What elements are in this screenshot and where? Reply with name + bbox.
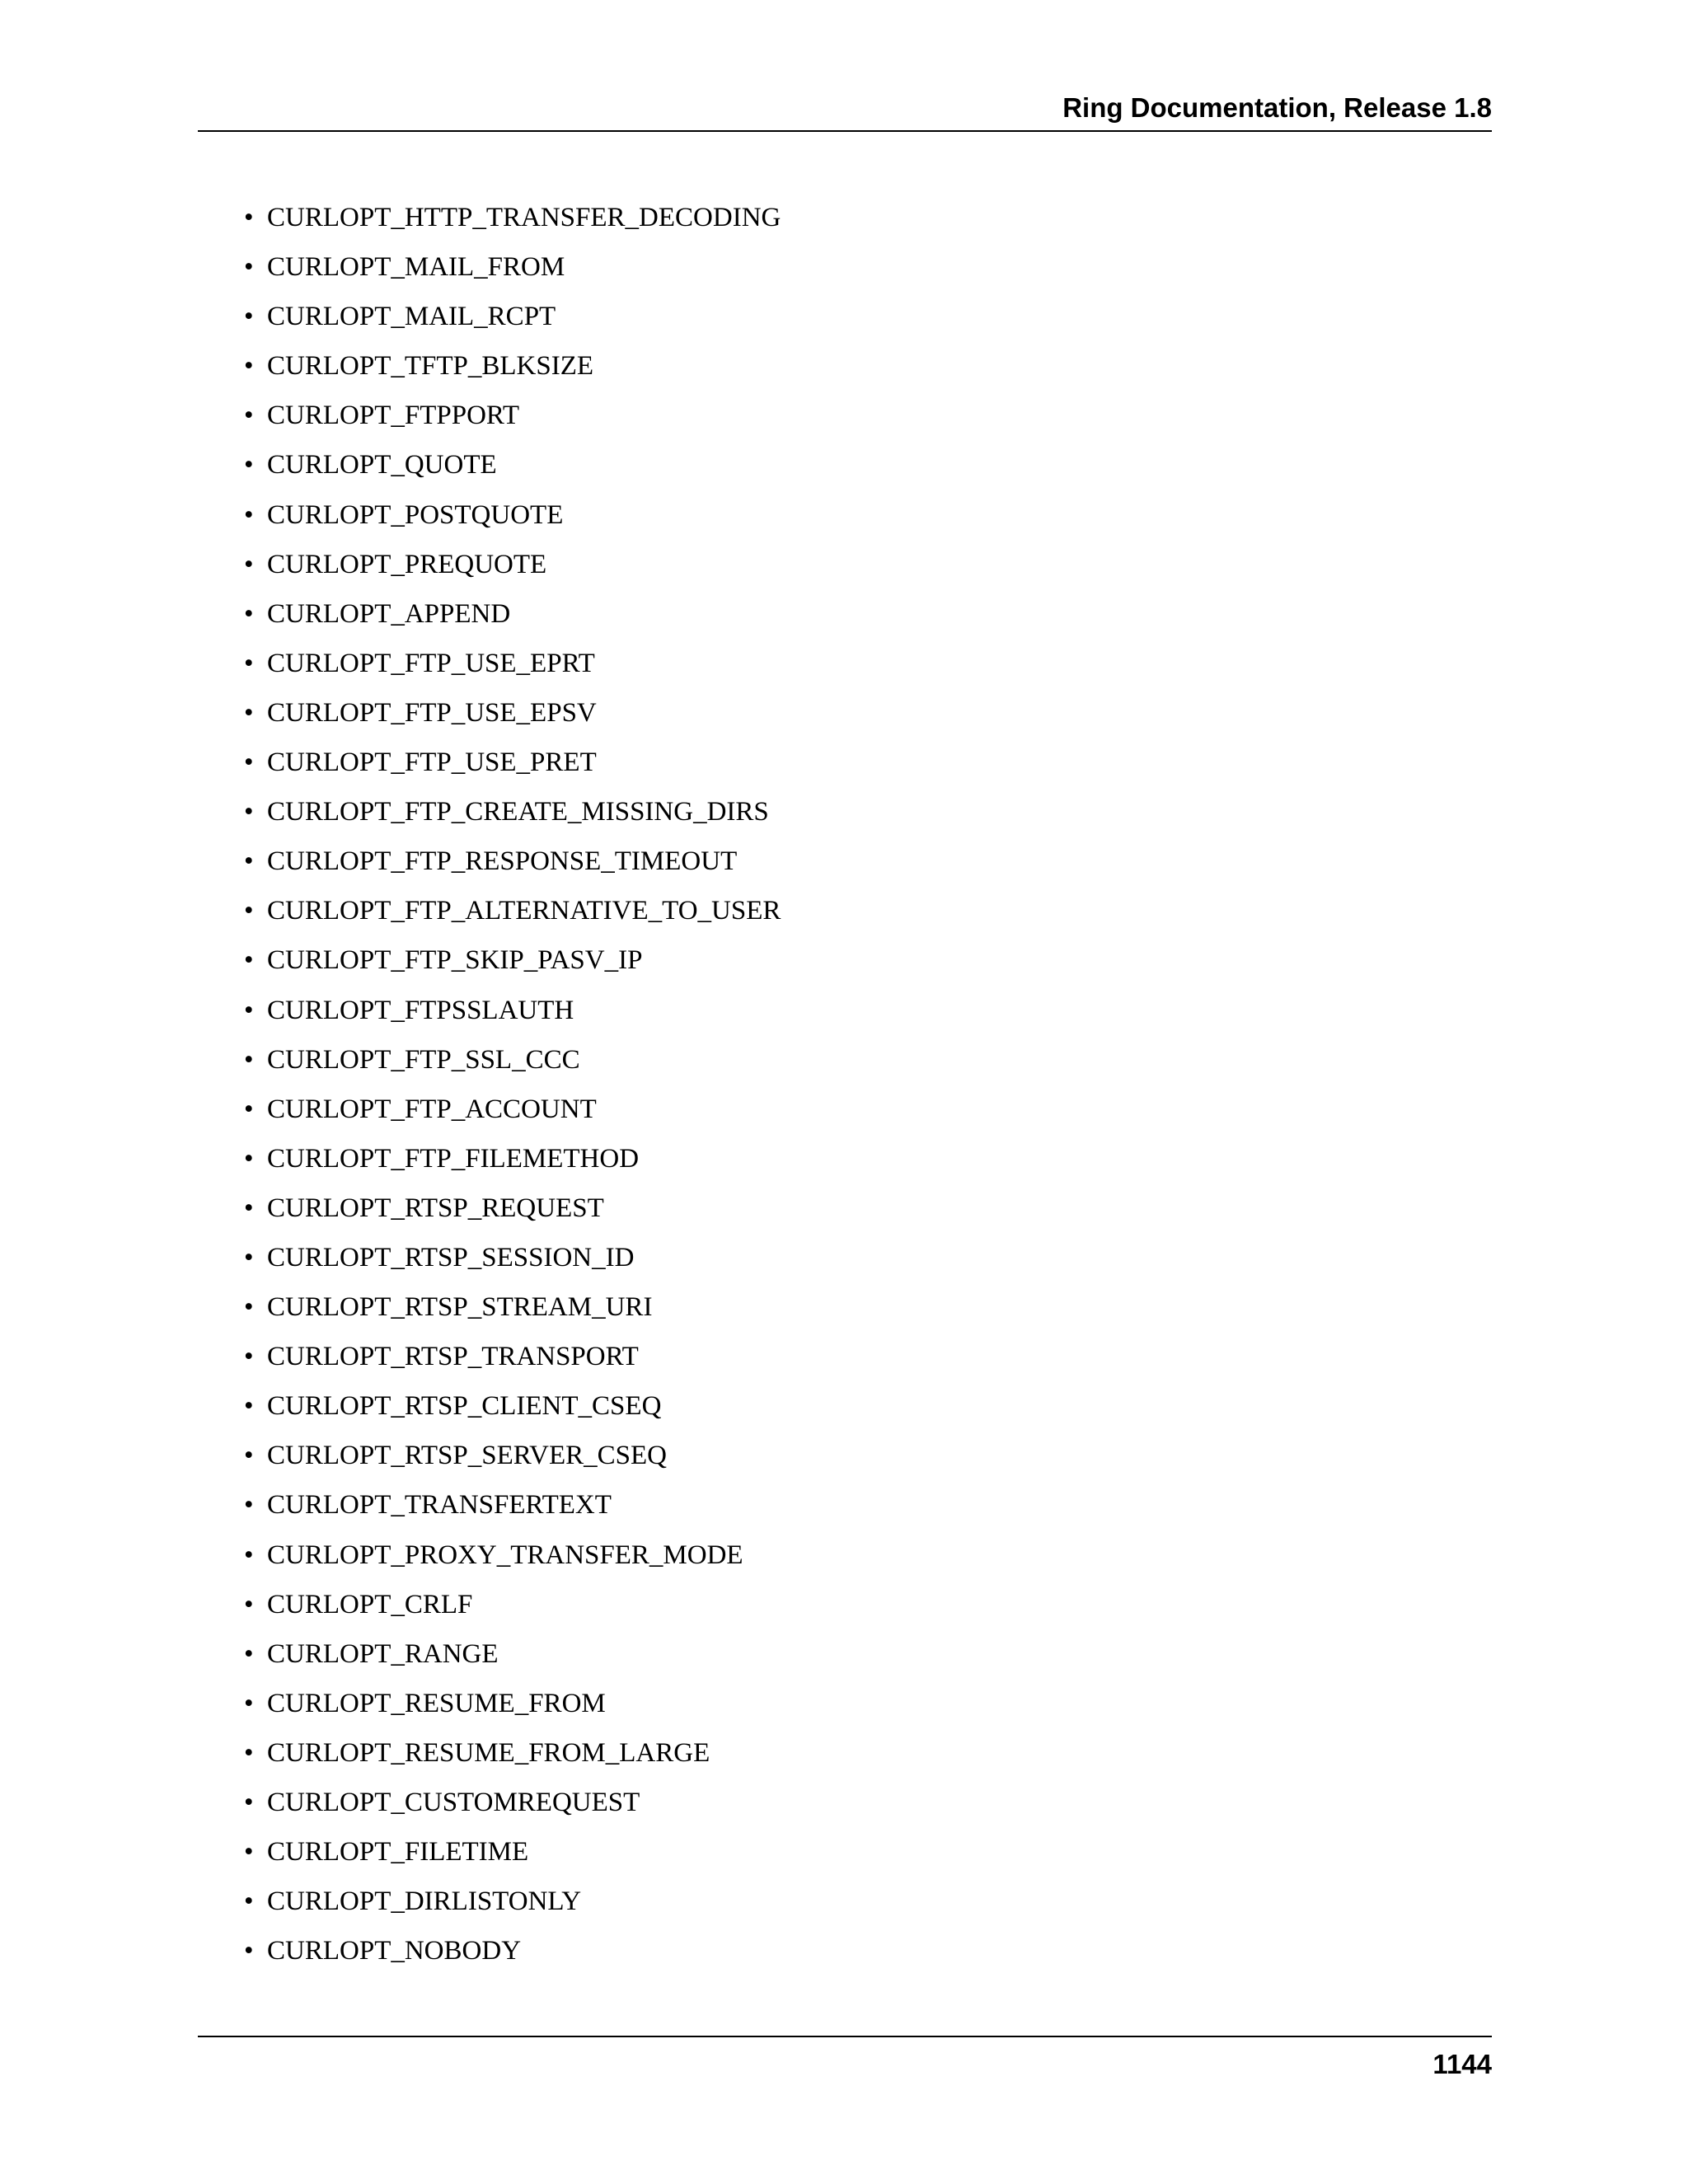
option-name: CURLOPT_FTP_ALTERNATIVE_TO_USER bbox=[267, 896, 781, 926]
option-name: CURLOPT_RESUME_FROM_LARGE bbox=[267, 1737, 710, 1768]
list-item bbox=[244, 193, 781, 242]
option-name: CURLOPT_FTP_FILEMETHOD bbox=[267, 1143, 640, 1174]
option-name: CURLOPT_CUSTOMREQUEST bbox=[267, 1788, 640, 1817]
option-name: CURLOPT_FTP_USE_EPSV bbox=[267, 697, 597, 728]
bullet-icon: • bbox=[244, 450, 254, 480]
bullet-icon: • bbox=[244, 549, 254, 579]
option-name: CURLOPT_PREQUOTE bbox=[267, 549, 547, 579]
option-name: CURLOPT_RTSP_STREAM_URI bbox=[267, 1292, 653, 1323]
option-name: CURLOPT_CRLF bbox=[267, 1589, 473, 1619]
bullet-icon: • bbox=[244, 1094, 254, 1124]
option-name: CURLOPT_HTTP_TRANSFER_DECODING bbox=[267, 203, 781, 232]
bullet-icon: • bbox=[244, 797, 254, 827]
option-name: CURLOPT_FTP_CREATE_MISSING_DIRS bbox=[267, 797, 769, 827]
bullet-icon: • bbox=[244, 252, 254, 283]
option-name: CURLOPT_RTSP_SESSION_ID bbox=[267, 1242, 635, 1272]
bullet-icon: • bbox=[244, 995, 254, 1025]
bullet-icon: • bbox=[244, 401, 254, 431]
bullet-icon: • bbox=[244, 1638, 254, 1669]
list-item bbox=[244, 787, 781, 837]
option-name: CURLOPT_DIRLISTONLY bbox=[267, 1886, 582, 1917]
bullet-icon: • bbox=[244, 1688, 254, 1718]
option-name: CURLOPT_FTP_ACCOUNT bbox=[267, 1094, 597, 1124]
list-item bbox=[244, 1480, 781, 1530]
bullet-icon: • bbox=[244, 1143, 254, 1174]
bullet-icon: • bbox=[244, 1788, 254, 1817]
bullet-icon: • bbox=[244, 1242, 254, 1272]
list-item bbox=[244, 738, 781, 787]
list-item bbox=[244, 1134, 781, 1183]
bullet-icon: • bbox=[244, 499, 254, 530]
bullet-icon: • bbox=[244, 351, 254, 382]
bullet-icon: • bbox=[244, 1391, 254, 1422]
list-item bbox=[244, 490, 781, 540]
option-name: CURLOPT_TRANSFERTEXT bbox=[267, 1490, 612, 1521]
option-name: CURLOPT_RESUME_FROM bbox=[267, 1688, 606, 1718]
list-item bbox=[244, 1530, 781, 1580]
list-item bbox=[244, 1827, 781, 1877]
list-item bbox=[244, 242, 781, 292]
option-name: CURLOPT_APPEND bbox=[267, 598, 511, 629]
option-name: CURLOPT_MAIL_FROM bbox=[267, 252, 565, 283]
option-name: CURLOPT_NOBODY bbox=[267, 1936, 522, 1966]
list-item bbox=[244, 886, 781, 935]
option-name: CURLOPT_RTSP_TRANSPORT bbox=[267, 1342, 639, 1372]
list-item bbox=[244, 1580, 781, 1629]
page-number: 1144 bbox=[1432, 2049, 1492, 2079]
option-name: CURLOPT_FTP_RESPONSE_TIMEOUT bbox=[267, 846, 738, 877]
option-name: CURLOPT_FTP_USE_PRET bbox=[267, 748, 597, 778]
list-item bbox=[244, 440, 781, 490]
page-footer bbox=[198, 2036, 1492, 2079]
option-name: CURLOPT_RANGE bbox=[267, 1638, 499, 1669]
list-item bbox=[244, 1085, 781, 1134]
list-item bbox=[244, 1183, 781, 1233]
option-name: CURLOPT_FILETIME bbox=[267, 1837, 529, 1868]
list-item bbox=[244, 1035, 781, 1085]
list-item bbox=[244, 540, 781, 589]
bullet-icon: • bbox=[244, 648, 254, 678]
list-item bbox=[244, 935, 781, 985]
bullet-icon: • bbox=[244, 1589, 254, 1619]
list-item bbox=[244, 1926, 781, 1975]
option-name: CURLOPT_TFTP_BLKSIZE bbox=[267, 351, 594, 382]
list-item bbox=[244, 1877, 781, 1926]
bullet-icon: • bbox=[244, 1044, 254, 1075]
list-item bbox=[244, 688, 781, 738]
list-item bbox=[244, 986, 781, 1035]
option-name: CURLOPT_FTPPORT bbox=[267, 401, 520, 431]
document-title: Ring Documentation, Release 1.8 bbox=[1062, 92, 1492, 123]
list-item bbox=[244, 1728, 781, 1778]
list-item bbox=[244, 1679, 781, 1728]
option-name: CURLOPT_RTSP_SERVER_CSEQ bbox=[267, 1441, 667, 1471]
option-name: CURLOPT_FTP_USE_EPRT bbox=[267, 648, 595, 678]
list-item bbox=[244, 391, 781, 440]
bullet-icon: • bbox=[244, 697, 254, 728]
option-name: CURLOPT_POSTQUOTE bbox=[267, 499, 564, 530]
bullet-icon: • bbox=[244, 598, 254, 629]
bullet-icon: • bbox=[244, 1737, 254, 1768]
bullet-icon: • bbox=[244, 1490, 254, 1521]
bullet-icon: • bbox=[244, 896, 254, 926]
bullet-icon: • bbox=[244, 1936, 254, 1966]
list-item bbox=[244, 589, 781, 639]
option-name: CURLOPT_PROXY_TRANSFER_MODE bbox=[267, 1540, 743, 1570]
bullet-icon: • bbox=[244, 1193, 254, 1223]
bullet-icon: • bbox=[244, 846, 254, 877]
bullet-icon: • bbox=[244, 1342, 254, 1372]
list-item bbox=[244, 1629, 781, 1679]
bullet-icon: • bbox=[244, 302, 254, 332]
bullet-icon: • bbox=[244, 1886, 254, 1917]
bullet-icon: • bbox=[244, 203, 254, 232]
bullet-icon: • bbox=[244, 1441, 254, 1471]
bullet-icon: • bbox=[244, 1837, 254, 1868]
bullet-icon: • bbox=[244, 1540, 254, 1570]
option-name: CURLOPT_MAIL_RCPT bbox=[267, 302, 556, 332]
list-item bbox=[244, 292, 781, 341]
curl-options-list bbox=[244, 193, 781, 1975]
list-item bbox=[244, 1431, 781, 1480]
option-name: CURLOPT_FTP_SSL_CCC bbox=[267, 1044, 580, 1075]
option-name: CURLOPT_RTSP_CLIENT_CSEQ bbox=[267, 1391, 662, 1422]
option-name: CURLOPT_FTPSSLAUTH bbox=[267, 995, 574, 1025]
list-item bbox=[244, 1778, 781, 1827]
bullet-icon: • bbox=[244, 1292, 254, 1323]
list-item bbox=[244, 1282, 781, 1332]
option-name: CURLOPT_RTSP_REQUEST bbox=[267, 1193, 604, 1223]
list-item bbox=[244, 639, 781, 688]
option-name: CURLOPT_FTP_SKIP_PASV_IP bbox=[267, 945, 643, 976]
bullet-icon: • bbox=[244, 748, 254, 778]
page-header bbox=[198, 89, 1492, 132]
list-item bbox=[244, 341, 781, 391]
list-item bbox=[244, 1233, 781, 1282]
list-item bbox=[244, 1332, 781, 1381]
list-item bbox=[244, 837, 781, 886]
bullet-icon: • bbox=[244, 945, 254, 976]
option-name: CURLOPT_QUOTE bbox=[267, 450, 497, 480]
list-item bbox=[244, 1381, 781, 1431]
